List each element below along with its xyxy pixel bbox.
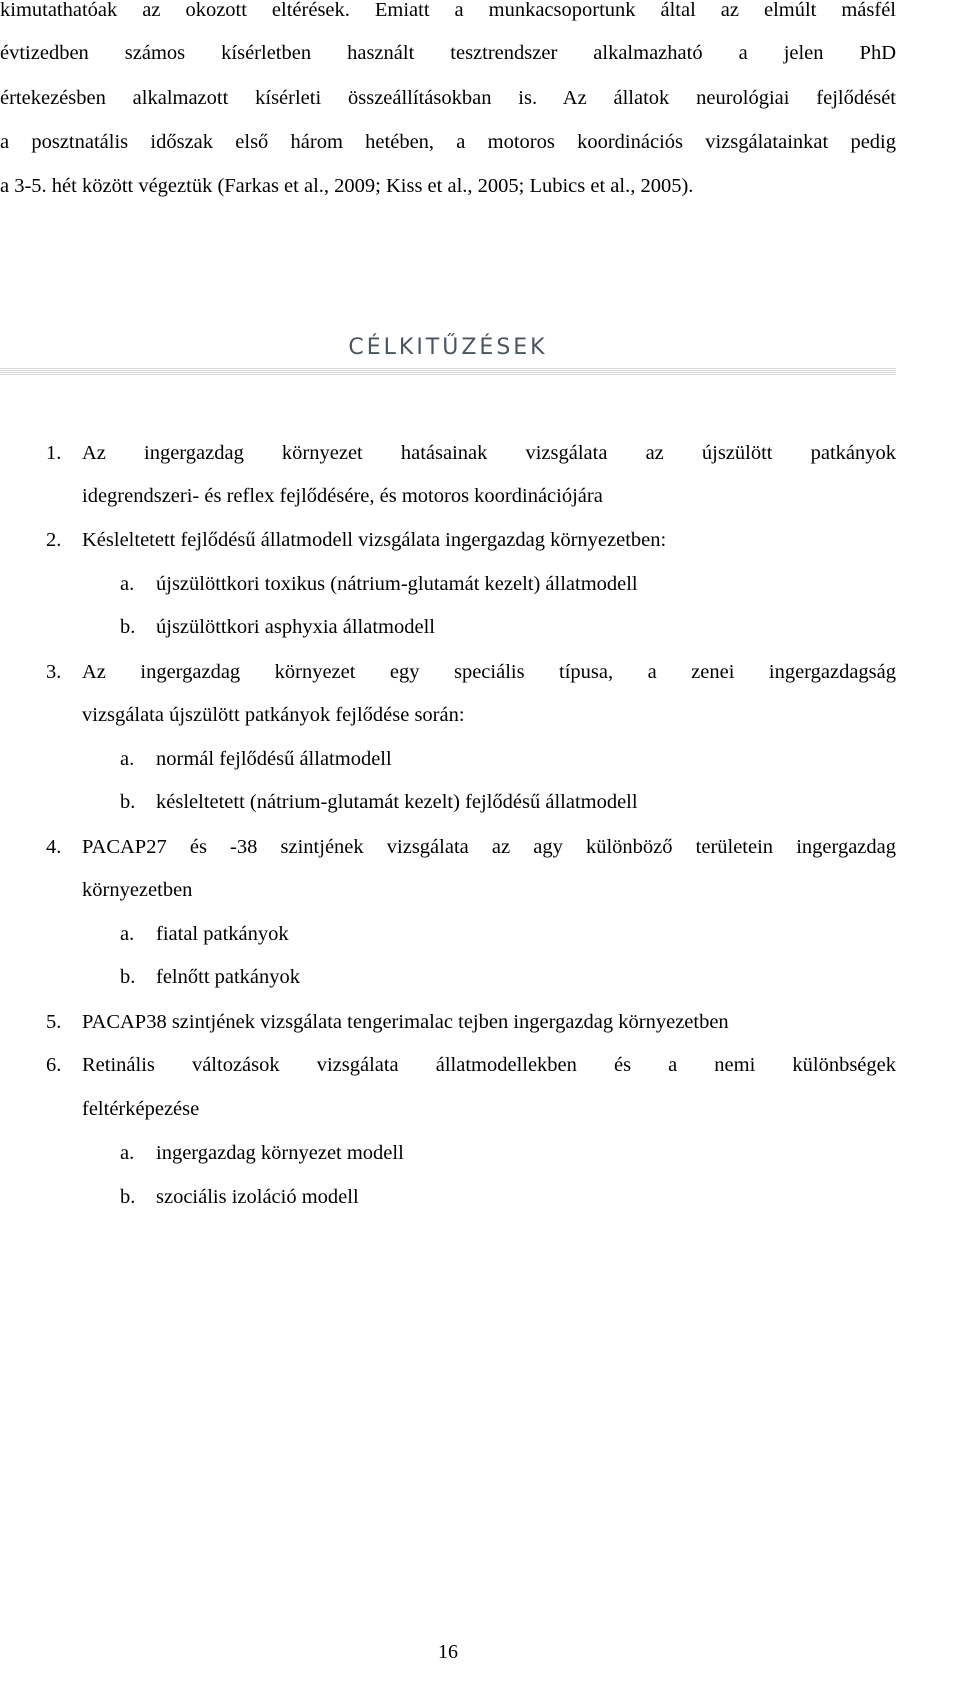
intro-line: évtizedben számos kísérletben használt tesztrendszer alkalmazható a jelen PhD: [0, 42, 896, 64]
intro-line: értekezésben alkalmazott kísérleti összeállításokban is. Az állatok neurológiai fejlődését: [0, 87, 896, 109]
objective-text: PACAP38 szintjének vizsgálata tengerimalac tejben ingergazdag környezetben: [82, 1011, 729, 1033]
intro-line: a posztnatális időszak első három hetében, a motoros koordinációs vizsgálatainkat pedig: [0, 131, 896, 153]
objective-number: 4.: [46, 836, 62, 858]
intro-line: a 3-5. hét között végeztük (Farkas et al., 2009; Kiss et al., 2005; Lubics et al., 2005).: [0, 175, 694, 197]
objective-number: 6.: [46, 1054, 62, 1076]
sub-objective-text: újszülöttkori asphyxia állatmodell: [156, 616, 435, 638]
objective-text: Késleltetett fejlődésű állatmodell vizsgálata ingergazdag környezetben:: [82, 529, 667, 551]
section-heading: CÉLKITŰZÉSEK: [348, 335, 548, 360]
sub-objective-letter: b.: [120, 616, 136, 638]
sub-objective-letter: a.: [120, 573, 135, 595]
objective-number: 1.: [46, 442, 62, 464]
objective-number: 5.: [46, 1011, 62, 1033]
sub-objective-letter: b.: [120, 1186, 136, 1208]
sub-objective-text: szociális izoláció modell: [156, 1186, 359, 1208]
objective-text: Az ingergazdag környezet hatásainak vizsgálata az újszülött patkányok: [82, 442, 896, 464]
sub-objective-text: felnőtt patkányok: [156, 966, 301, 988]
sub-objective-letter: a.: [120, 748, 135, 770]
sub-objective-letter: a.: [120, 1142, 135, 1164]
objective-text-continued: vizsgálata újszülött patkányok fejlődése során:: [82, 704, 465, 726]
sub-objective-text: normál fejlődésű állatmodell: [156, 748, 392, 770]
objective-text: Az ingergazdag környezet egy speciális típusa, a zenei ingergazdagság: [82, 661, 896, 683]
sub-objective-letter: a.: [120, 923, 135, 945]
objective-text-continued: környezetben: [82, 879, 193, 901]
sub-objective-text: késleltetett (nátrium-glutamát kezelt) fejlődésű állatmodell: [156, 791, 638, 813]
objective-text-continued: idegrendszeri- és reflex fejlődésére, és motoros koordinációjára: [82, 485, 603, 507]
page-number: 16: [438, 1641, 458, 1663]
objective-number: 2.: [46, 529, 62, 551]
sub-objective-text: ingergazdag környezet modell: [156, 1142, 404, 1164]
sub-objective-letter: b.: [120, 966, 136, 988]
objective-text: PACAP27 és -38 szintjének vizsgálata az agy különböző területein ingergazdag: [82, 836, 896, 858]
objective-text: Retinális változások vizsgálata állatmodellekben és a nemi különbségek: [82, 1054, 896, 1076]
intro-line: kimutathatóak az okozott eltérések. Emiatt a munkacsoportunk által az elmúlt másfél: [0, 0, 896, 21]
heading-underline: [0, 368, 896, 376]
sub-objective-letter: b.: [120, 791, 136, 813]
sub-objective-text: fiatal patkányok: [156, 923, 289, 945]
objective-number: 3.: [46, 661, 62, 683]
objective-text-continued: feltérképezése: [82, 1098, 200, 1120]
sub-objective-text: újszülöttkori toxikus (nátrium-glutamát kezelt) állatmodell: [156, 573, 638, 595]
